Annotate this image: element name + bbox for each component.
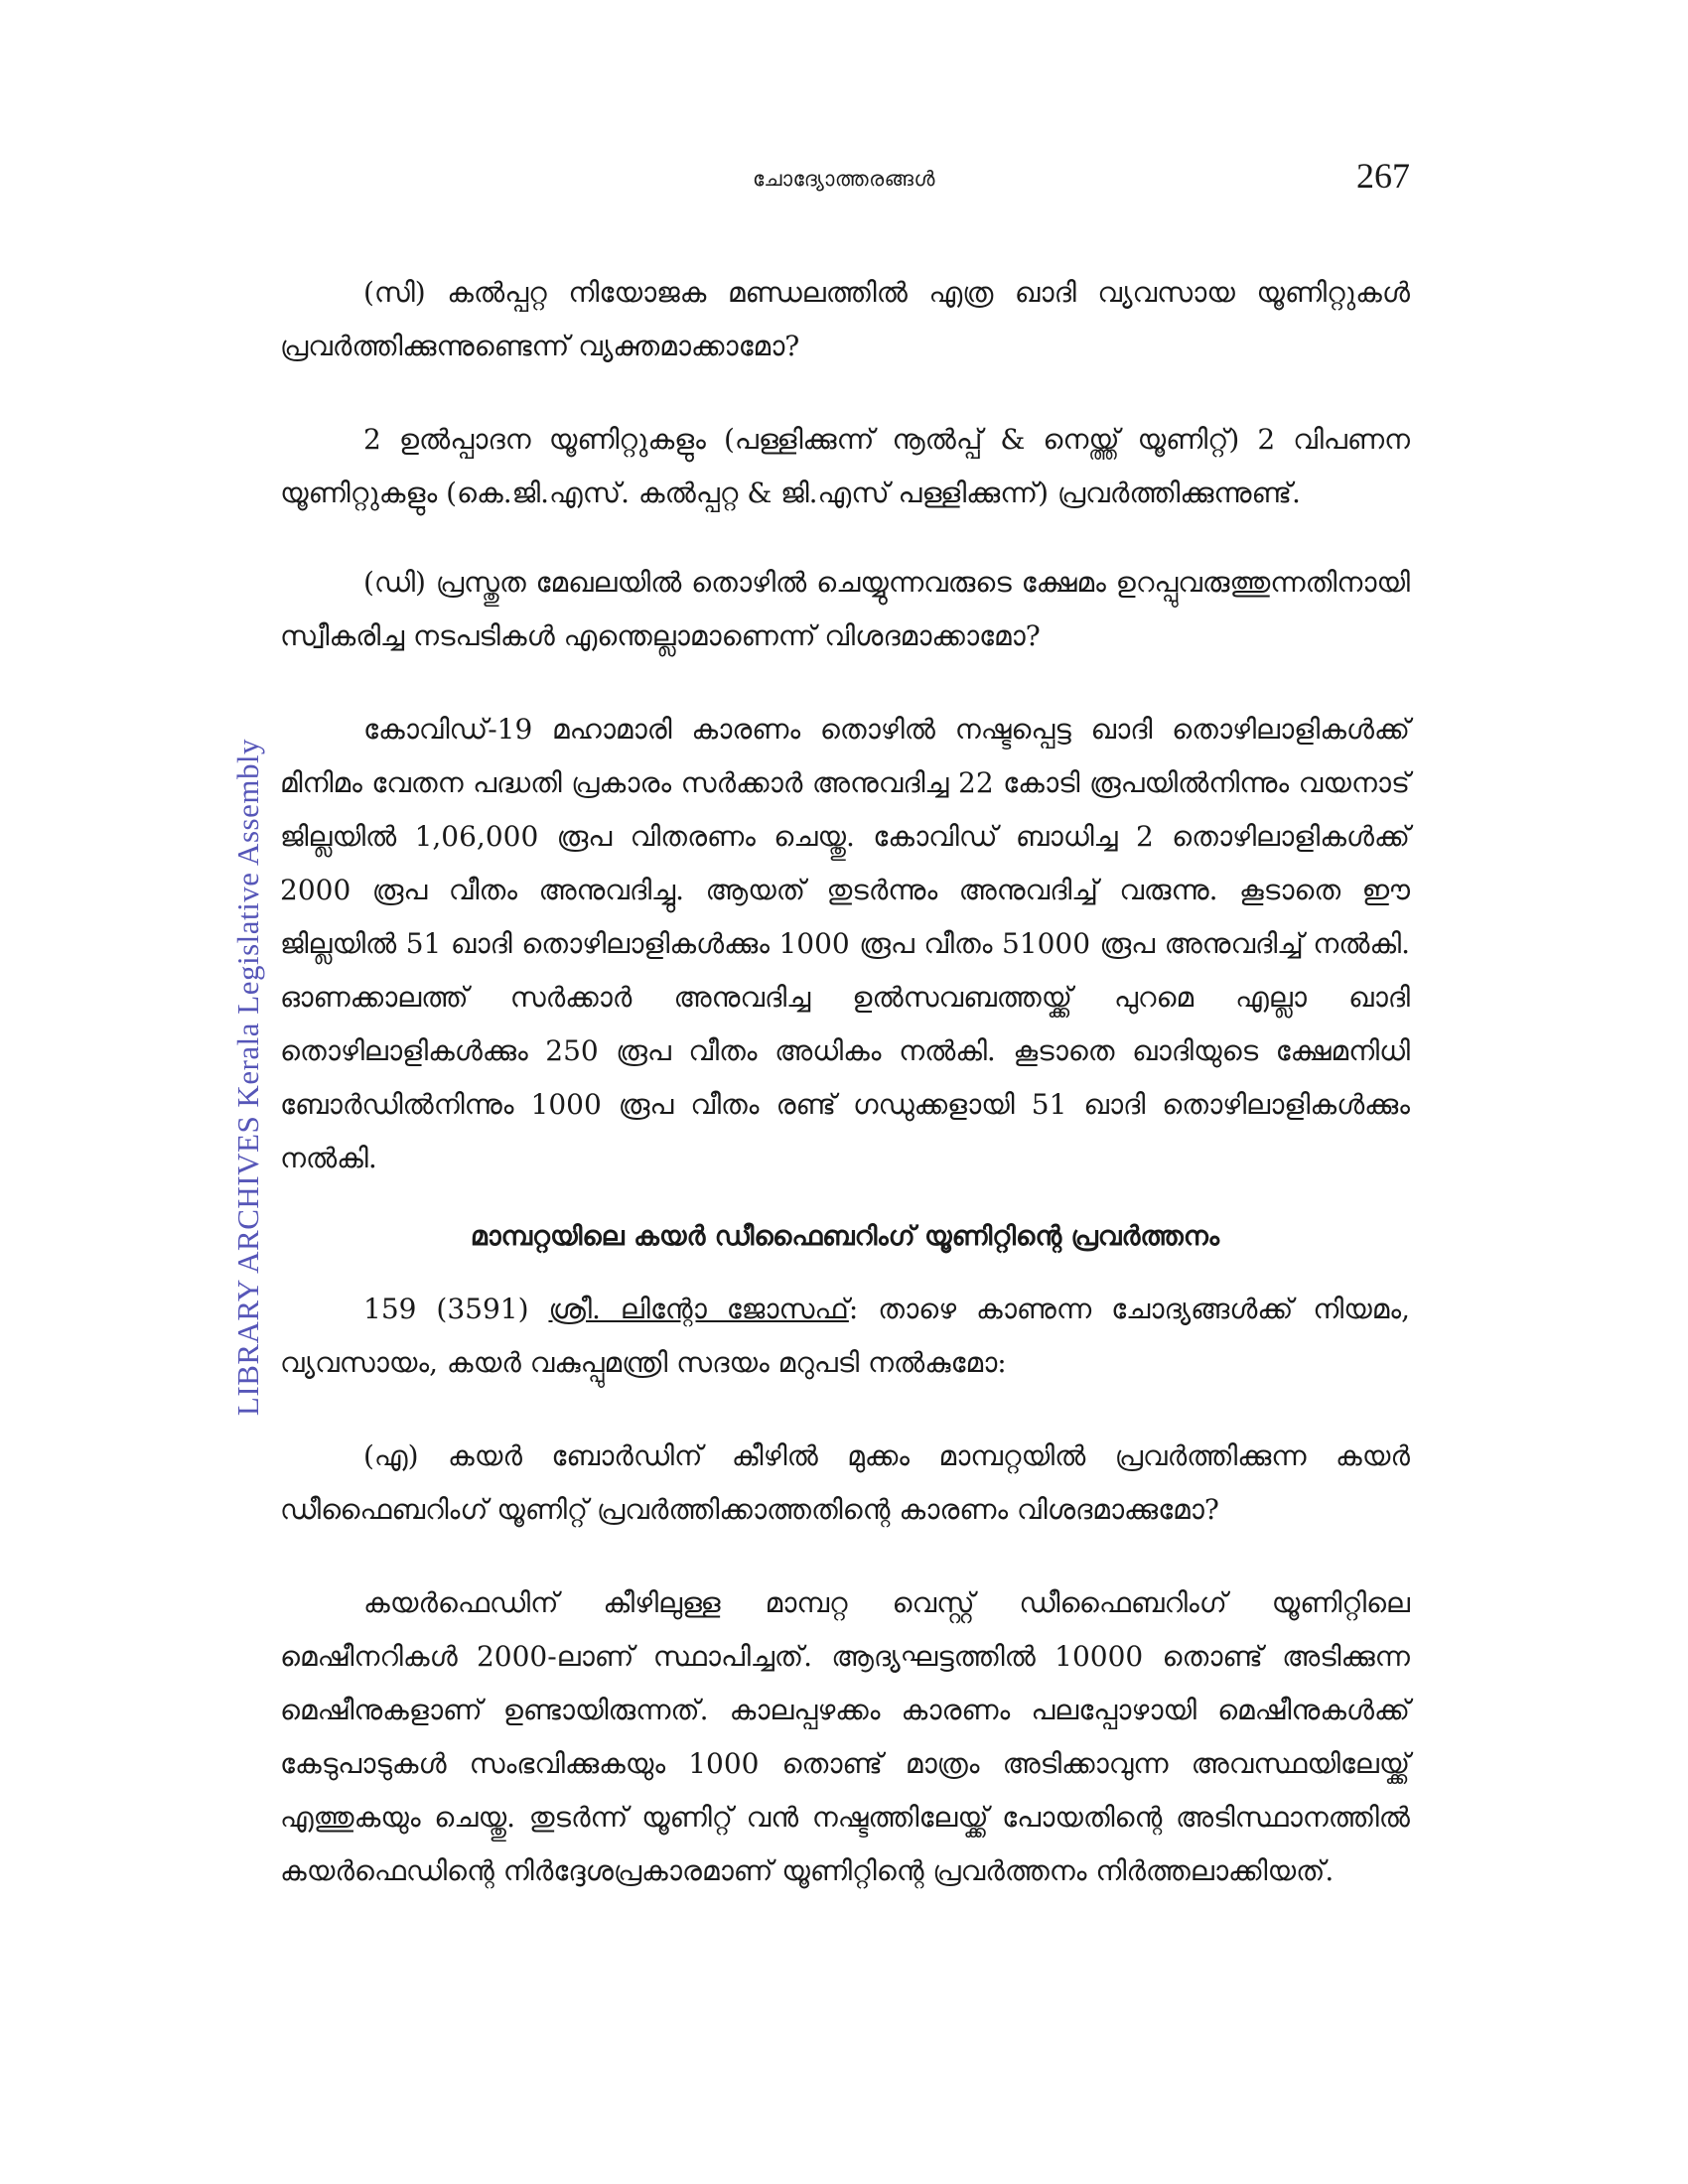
- member-name: ശ്രീ. ലിന്റോ ജോസഫ്: [548, 1293, 849, 1325]
- answer-d: കോവിഡ്-19 മഹാമാരി കാരണം തൊഴിൽ നഷ്ടപ്പെട്ട ഖാദി തൊഴിലാളികൾക്ക് മിനിമം വേതന പദ്ധതി പ്രകാരം സർക്കാർ അനുവദിച്ച 22 കോടി രൂപയിൽനിന്നും വയനാട് ജില്ലയിൽ 1,06,000 രൂപ വിതരണം ചെയ്തു. കോവിഡ് ബാധിച്ച 2 തൊഴിലാളികൾക്ക് 2000 രൂപ വീതം അനുവദിച്ചു. ആയത് തുടർന്നും അനുവദിച്ച് വരുന്നു. കൂടാതെ ഈ ജില്ലയിൽ 51 ഖാദി തൊഴിലാളികൾക്കും 1000 രൂപ വീതം 51000 രൂപ അനുവദിച്ച് നൽകി. ഓണക്കാലത്ത് സർക്കാർ അനുവദിച്ച ഉൽസവബത്തയ്ക്ക് പുറമെ എല്ലാ ഖാദി തൊഴിലാളികൾക്കും 250 രൂപ വീതം അധികം നൽകി. കൂടാതെ ഖാദിയുടെ ക്ഷേമനിധി ബോർഡിൽനിന്നും 1000 രൂപ വീതം രണ്ട് ഗഡുക്കളായി 51 ഖാദി തൊഴിലാളികൾക്കും നൽകി.: [280, 713, 1410, 1174]
- page-body: [280, 266, 1410, 1934]
- question-159-text: : താഴെ കാണുന്ന ചോദ്യങ്ങൾക്ക് നിയമം, വ്യവസായം, കയർ വകുപ്പുമന്ത്രി സദയം മറുപടി നൽകുമോ:: [280, 1293, 1411, 1379]
- answer-a: കയർഫെഡിന് കീഴിലുള്ള മാമ്പറ്റ വെസ്റ്റ് ഡീഫൈബറിംഗ് യൂണിറ്റിലെ മെഷീനറികൾ 2000-ലാണ് സ്ഥാപിച്ചത്. ആദ്യഘട്ടത്തിൽ 10000 തൊണ്ട് അടിക്കുന്ന മെഷീനുകളാണ് ഉണ്ടായിരുന്നത്. കാലപ്പഴക്കം കാരണം പലപ്പോഴായി മെഷീനുകൾക്ക് കേടുപാടുകൾ സംഭവിക്കുകയും 1000 തൊണ്ട് മാത്രം അടിക്കാവുന്ന അവസ്ഥയിലേയ്ക്ക് എത്തുകയും ചെയ്തു. തുടർന്ന് യൂണിറ്റ് വൻ നഷ്ടത്തിലേയ്ക്ക് പോയതിന്റെ അടിസ്ഥാനത്തിൽ കയർഫെഡിന്റെ നിർദ്ദേശപ്രകാരമാണ് യൂണിറ്റിന്റെ പ്രവർത്തനം നിർത്തലാക്കിയത്.: [280, 1586, 1410, 1887]
- question-159-intro: [280, 1283, 1410, 1390]
- section-heading: മാമ്പറ്റയിലെ കയർ ഡീഫൈബറിംഗ് യൂണിറ്റിന്റെ പ്രവർത്തനം: [470, 1221, 1220, 1252]
- question-c: (സി) കൽപ്പറ്റ നിയോജക മണ്ഡലത്തിൽ എത്ര ഖാദി വ്യവസായ യൂണിറ്റുകൾ പ്രവർത്തിക്കുന്നുണ്ടെന്ന് വ്യക്തമാക്കാമോ?: [280, 276, 1410, 362]
- answer-c: 2 ഉൽപ്പാദന യൂണിറ്റുകളും (പള്ളിക്കുന്ന് നൂൽപ്പ് & നെയ്ത്ത് യൂണിറ്റ്) 2 വിപണന യൂണിറ്റുകളും (കെ.ജി.എസ്. കൽപ്പറ്റ & ജി.എസ് പള്ളിക്കുന്ന്) പ്രവർത്തിക്കുന്നുണ്ട്.: [280, 423, 1410, 509]
- question-number: 159 (3591): [363, 1293, 529, 1325]
- page-number: 267: [1356, 156, 1410, 196]
- running-title: ചോദ്യോത്തരങ്ങൾ: [752, 167, 936, 191]
- question-d: (ഡി) പ്രസ്തുത മേഖലയിൽ തൊഴിൽ ചെയ്യുന്നവരുടെ ക്ഷേമം ഉറപ്പുവരുത്തുന്നതിനായി സ്വീകരിച്ച നടപടികൾ എന്തെല്ലാമാണെന്ന് വിശദമാക്കാമോ?: [280, 566, 1410, 652]
- archive-watermark: LIBRARY ARCHIVES Kerala Legislative Assembly: [230, 738, 265, 1417]
- question-a: (എ) കയർ ബോർഡിന് കീഴിൽ മുക്കം മാമ്പറ്റയിൽ പ്രവർത്തിക്കുന്ന കയർ ഡീഫൈബറിംഗ് യൂണിറ്റ് പ്രവർത്തിക്കാത്തതിന്റെ കാരണം വിശദമാക്കുമോ?: [280, 1439, 1410, 1526]
